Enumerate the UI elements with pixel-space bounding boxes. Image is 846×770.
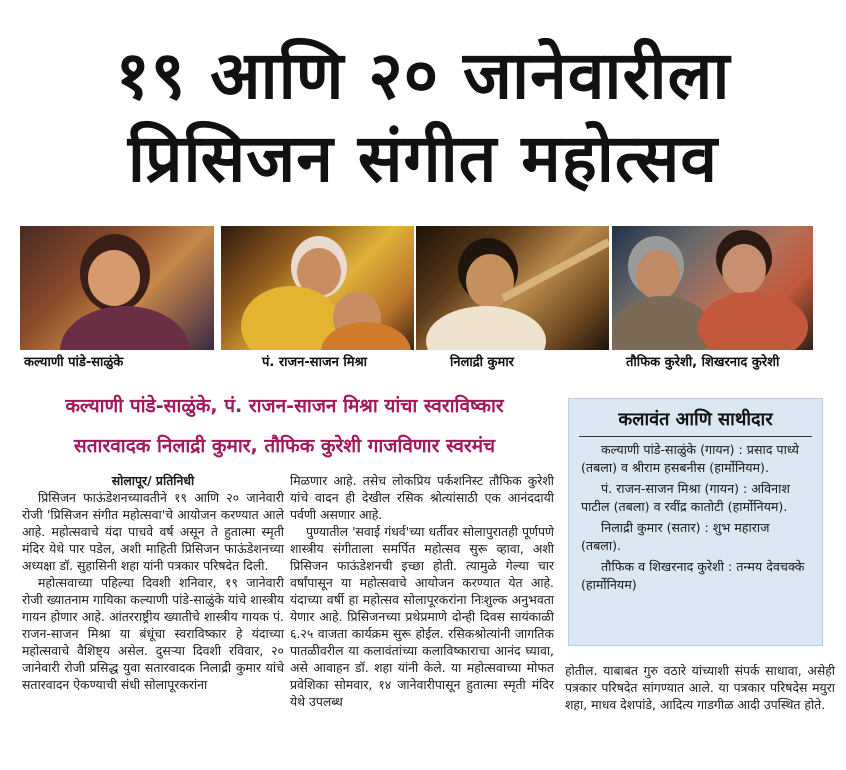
photo-niladri-kumar — [416, 226, 609, 350]
article-paragraph: मिळणार आहे. तसेच लोकप्रिय पर्कशनिस्ट तौफिक कुरेशी यांचे वादन ही देखील रसिक श्रोत्यांसाठी एक आनंददायी पर्वणी असणार आहे. — [290, 473, 554, 522]
article-dateline: सोलापूर/ प्रतिनिधी — [111, 473, 195, 488]
photo-caption-4: तौफिक कुरेशी, शिखरनाद कुरेशी — [626, 355, 780, 370]
sidebar-list — [581, 441, 813, 597]
sidebar-divider — [579, 436, 812, 437]
article-column-3 — [565, 662, 835, 713]
article-paragraph: होतील. याबाबत गुरु वठारे यांच्याशी संपर्क साधावा, असेही पत्रकार परिषदेत सांगण्यात आले. या पत्रकार परिषदेस मयुरा शहा, माधव देशपांडे, आदित्य गाडगीळ आदी उपस्थित होते. — [565, 663, 835, 712]
photo-caption-3: निलाद्री कुमार — [450, 355, 515, 370]
photo-caption-1: कल्याणी पांडे-साळुंके — [24, 355, 124, 370]
photo-kalyani-pande-salunke — [20, 226, 214, 350]
article-paragraph: महोत्सवाच्या पहिल्या दिवशी शनिवार, १९ जानेवारी रोजी ख्यातनाम गायिका कल्याणी पांडे-साळुंके यांचे शास्त्रीय गायन होणार आहे. आंतरराष्ट्रीय ख्यातीचे शास्त्रीय गायक पं. राजन-साजन मिश्रा या बंधूंचा स्वराविष्कार हे यंदाच्या महोत्सवाचे वैशिष्ट्य असेल. दुसऱ्या दिवशी रविवार, २० जानेवारी रोजी प्रसिद्ध युवा सतारवादक निलाद्री कुमार यांचे सतारवादन ऐकण्याची संधी सोलापूरकरांना — [22, 575, 284, 692]
article-column-1 — [22, 472, 284, 693]
subheadline-line-1: कल्याणी पांडे-साळुंके, पं. राजन-साजन मिश्रा यांचा स्वराविष्कार — [65, 395, 504, 417]
sidebar-title: कलावंत आणि साथीदार — [618, 409, 773, 430]
subheadline-line-2: सतारवादक निलाद्री कुमार, तौफिक कुरेशी गाजविणार स्वरमंच — [73, 435, 496, 457]
sidebar-item: कल्याणी पांडे-साळुंके (गायन) : प्रसाद पाध्ये (तबला) व श्रीराम हसबनीस (हार्मोनियम). — [581, 442, 799, 475]
headline-line-1: १९ आणि २० जानेवारीला — [115, 37, 731, 114]
artists-sidebar-box — [568, 398, 823, 646]
photo-taufiq-shikharnad-qureshi — [612, 226, 813, 350]
sidebar-item: निलाद्री कुमार (सतार) : शुभ महाराज (तबला). — [581, 520, 770, 553]
article-column-2 — [290, 472, 554, 710]
article-paragraph: पुण्यातील 'सवाई गंधर्व'च्या धर्तीवर सोलापुरातही पूर्णपणे शास्त्रीय संगीताला समर्पित महोत्सव सुरू व्हावा, अशी प्रिसिजन फाऊंडेशनची इच्छा होती. त्यामुळे गेल्या चार वर्षांपासून या महोत्सवाचे आयोजन करण्यात येत आहे. यंदाच्या वर्षी हा महोत्सव सोलापूरकरांना निःशुल्क अनुभवता येणार आहे. प्रिसिजनच्या प्रथेप्रमाणे दोन्ही दिवस सायंकाळी ६.२५ वाजता कार्यक्रम सुरू होईल. रसिकश्रोत्यांनी जागतिक पातळीवरील या कलावंतांच्या कलाविष्काराचा आनंद घ्यावा, असे आवाहन डॉ. शहा यांनी केले. या महोत्सवाच्या मोफत प्रवेशिका सोमवार, १४ जानेवारीपासून हुतात्मा स्मृती मंदिर येथे उपलब्ध — [290, 524, 554, 709]
headline-line-2: प्रिसिजन संगीत महोत्सव — [127, 120, 719, 197]
sidebar-item: तौफिक व शिखरनाद कुरेशी : तन्मय देवचक्के (हार्मोनियम) — [581, 559, 805, 592]
sidebar-item: पं. राजन-साजन मिश्रा (गायन) : अविनाश पाटील (तबला) व रवींद्र कातोटी (हार्मोनियम). — [581, 481, 790, 514]
photo-rajan-sajan-mishra — [221, 226, 414, 350]
article-paragraph: प्रिसिजन फाऊंडेशनच्यावतीने १९ आणि २० जानेवारी रोजी 'प्रिसिजन संगीत महोत्सवा'चे आयोजन करण्यात आले आहे. महोत्सवाचे यंदा पाचवे वर्ष असून ते हुतात्मा स्मृती मंदिर येथे पार पडेल, अशी माहिती प्रिसिजन फाऊंडेशनच्या अध्यक्षा डॉ. सुहासिनी शहा यांनी पत्रकार परिषदेत दिली. — [22, 490, 284, 573]
photo-caption-2: पं. राजन-साजन मिश्रा — [262, 355, 368, 370]
